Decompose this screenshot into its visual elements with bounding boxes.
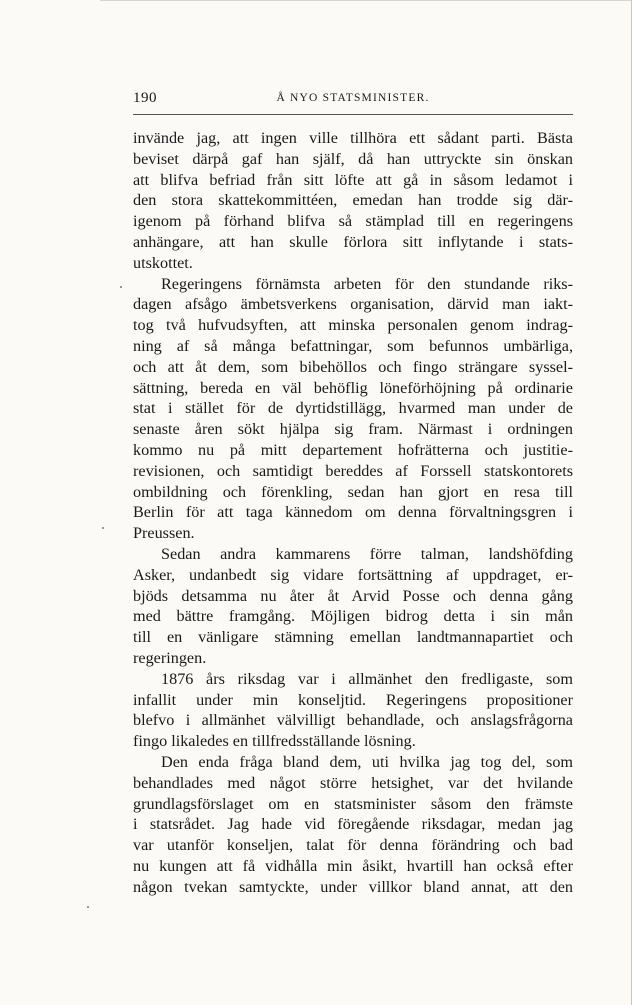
text-line: Preussen. xyxy=(133,524,195,543)
paper-speck xyxy=(120,286,122,288)
header-rule xyxy=(133,114,573,115)
text-line: sättning, bereda en väl behöflig löneförhöjning på ordinarie xyxy=(133,378,573,397)
text-line: ning af så många befattningar, som befunnos umbärliga, xyxy=(133,336,573,355)
text-line: ombildning och förenkling, sedan han gjort en resa till xyxy=(133,482,573,501)
text-line: tog två hufvudsyften, att minska personalen genom indrag- xyxy=(133,316,573,335)
text-line: nu kungen att få vidhålla min åsikt, hvartill han också efter xyxy=(133,856,573,875)
text-line: grundlagsförslaget om en statsminister såsom den främste xyxy=(133,794,573,813)
text-line: till en vänligare stämning emellan landtmannapartiet och xyxy=(133,628,573,647)
text-line: fingo likaledes en tillfredsställande lösning. xyxy=(133,732,416,751)
body-text xyxy=(133,128,573,897)
text-line: i statsrådet. Jag hade vid föregående riksdagar, medan jag xyxy=(133,815,573,834)
text-line: utskottet. xyxy=(133,253,193,272)
text-line: bjöds detsamma nu åter åt Arvid Posse och denna gång xyxy=(133,586,573,605)
text-line: invände jag, att ingen ville tillhöra ett sådant parti. Bästa xyxy=(133,129,573,147)
paragraph-start: Den enda fråga bland dem, uti hvilka jag tog del, som xyxy=(161,752,573,771)
page-header xyxy=(133,90,573,110)
running-title: Å NYO STATSMINISTER. xyxy=(276,92,430,104)
text-line: Asker, undanbedt sig vidare fortsättning af uppdraget, er- xyxy=(133,565,573,584)
text-line: kommo nu på mitt departement hofrätterna och justitie- xyxy=(133,440,573,459)
text-line: anhängare, att han skulle förlora sitt inflytande i stats- xyxy=(133,232,573,251)
text-line: var utanför konseljen, talat för denna förändring och bad xyxy=(133,836,573,855)
text-line: igenom på förhand blifva så stämplad till en regeringens xyxy=(133,212,573,231)
paragraph-start: 1876 års riksdag var i allmänhet den fredligaste, som xyxy=(161,669,573,688)
paragraph-start: Regeringens förnämsta arbeten för den stundande riks- xyxy=(161,274,573,293)
text-line: revisionen, och samtidigt bereddes af Forssell statskontorets xyxy=(133,461,573,480)
text-line: stat i stället för de dyrtidstillägg, hvarmed man under de xyxy=(133,399,573,418)
text-line: och att åt dem, som bibehöllos och fingo strängare syssel- xyxy=(133,357,573,376)
paragraph-start: Sedan andra kammarens förre talman, landshöfding xyxy=(161,544,573,563)
text-line: blefvo i allmänhet välvilligt behandlade, och anslagsfrågorna xyxy=(133,711,573,730)
paper-speck xyxy=(87,906,89,908)
paper-speck xyxy=(102,527,104,529)
text-line: Berlin för att taga kännedom om denna förvaltningsgren i xyxy=(133,503,573,522)
text-line: beviset därpå gaf han själf, då han uttryckte sin önskan xyxy=(133,149,573,168)
page-number: 190 xyxy=(133,90,157,106)
text-line: att blifva befriad från sitt löfte att gå in såsom ledamot i xyxy=(133,170,573,189)
text-line: senaste åren sökt hjälpa sig fram. Närmast i ordningen xyxy=(133,420,573,439)
text-line: någon tvekan samtyckte, under villkor bland annat, att den xyxy=(133,877,573,896)
text-line: behandlades med något större hetsighet, var det hvilande xyxy=(133,773,573,792)
text-line: regeringen. xyxy=(133,648,207,667)
text-line: den stora skattekommittéen, emedan han trodde sig där- xyxy=(133,191,573,210)
text-line: dagen afsågo ämbetsverkens organisation, därvid man iakt- xyxy=(133,295,573,314)
text-line: med bättre framgång. Möjligen bidrog detta i sin mån xyxy=(133,607,573,626)
page-top-edge xyxy=(100,0,632,1)
text-line: infallit under min konseljtid. Regeringens propositioner xyxy=(133,690,573,709)
